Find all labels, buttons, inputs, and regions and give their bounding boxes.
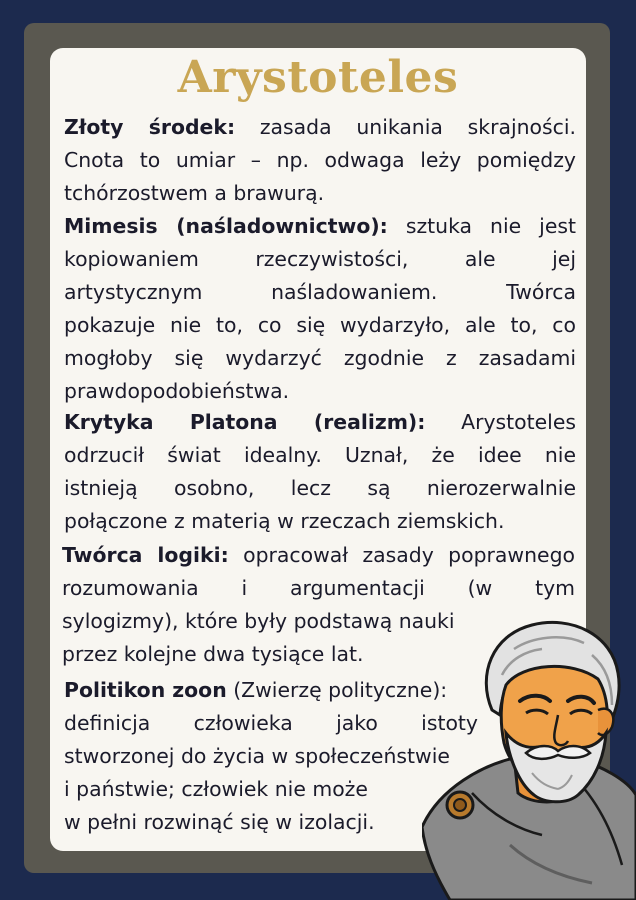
section-line	[62, 539, 575, 572]
section-line: pokazuje nie to, co się wydarzyło, ale to, co	[64, 313, 576, 337]
section-term: Mimesis (naśladownictwo):	[64, 214, 388, 238]
section-text: Arystoteles	[425, 410, 576, 434]
section-line: artystycznym naśladowaniem. Twórca	[64, 280, 576, 304]
section-line	[64, 674, 478, 707]
page-title: Arystoteles	[177, 52, 459, 103]
section-text: sztuka nie jest	[387, 214, 576, 238]
section-mimesis	[64, 210, 576, 408]
section-term: Twórca logiki:	[62, 543, 229, 567]
section-line	[64, 111, 576, 144]
section-term: Złoty środek:	[64, 115, 236, 139]
section-line: stworzonej do życia w społeczeństwie	[64, 744, 450, 768]
section-politikon-zoon	[64, 674, 478, 839]
section-line: rozumowania i argumentacji (w tym	[62, 576, 575, 600]
section-line: kopiowaniem rzeczywistości, ale jej	[64, 247, 576, 271]
section-line: istnieją osobno, lecz są nierozerwalnie	[64, 476, 576, 500]
section-line: prawdopodobieństwa.	[64, 379, 290, 403]
section-line: w pełni rozwinąć się w izolacji.	[64, 810, 375, 834]
section-line: sylogizmy), które były podstawą nauki	[62, 609, 455, 633]
section-line: i państwie; człowiek nie może	[64, 777, 368, 801]
section-text: (Zwierzę polityczne):	[226, 678, 448, 702]
section-text: opracował zasady poprawnego	[228, 543, 575, 567]
section-line	[64, 210, 576, 243]
section-line: Cnota to umiar – np. odwaga leży pomiędzy	[64, 148, 576, 172]
section-term: Krytyka Platona (realizm):	[64, 410, 426, 434]
section-line: połączone z materią w rzeczach ziemskich.	[64, 509, 505, 533]
section-line: definicja człowieka jako istoty	[64, 711, 478, 735]
section-line: tchórzostwem a brawurą.	[64, 181, 325, 205]
aristotle-portrait-illustration	[422, 615, 636, 900]
section-line	[64, 406, 576, 439]
section-text: zasada unikania skrajności.	[235, 115, 576, 139]
section-line: przez kolejne dwa tysiące lat.	[62, 642, 364, 666]
section-line: odrzucił świat idealny. Uznał, że idee nie	[64, 443, 576, 467]
section-line: mogłoby się wydarzyć zgodnie z zasadami	[64, 346, 576, 370]
section-term: Politikon zoon	[64, 678, 227, 702]
section-krytyka-platona	[64, 406, 576, 538]
section-zloty-srodek	[64, 111, 576, 210]
